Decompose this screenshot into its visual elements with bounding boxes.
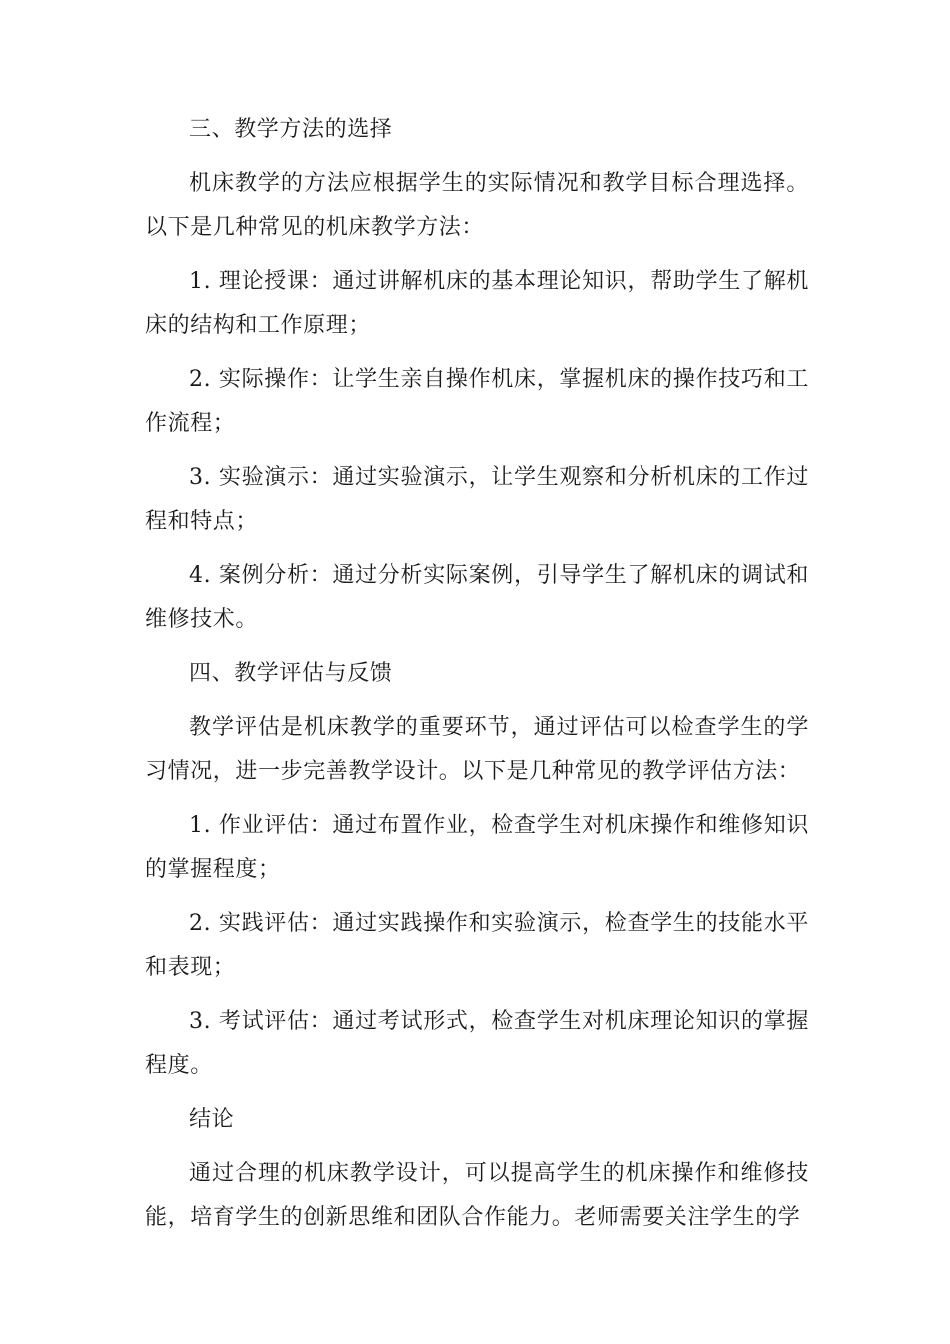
paragraph-methods-intro: 机床教学的方法应根据学生的实际情况和教学目标合理选择。以下是几种常见的机床教学方法： <box>145 171 809 240</box>
list-item-method-1: 1. 理论授课：通过讲解机床的基本理论知识，帮助学生了解机床的结构和工作原理； <box>145 269 809 338</box>
paragraph-conclusion: 通过合理的机床教学设计，可以提高学生的机床操作和维修技能，培育学生的创新思维和团队合作能力。老师需要关注学生的学 <box>145 1161 809 1230</box>
conclusion-heading: 结论 <box>189 1107 235 1132</box>
section-heading-4: 四、教学评估与反馈 <box>189 661 393 686</box>
document-body <box>145 108 809 1250</box>
list-item-method-3: 3. 实验演示：通过实验演示，让学生观察和分析机床的工作过程和特点； <box>145 465 809 534</box>
list-item-evaluation-1: 1. 作业评估：通过布置作业，检查学生对机床操作和维修知识的掌握程度； <box>145 813 809 882</box>
paragraph-evaluation-intro: 教学评估是机床教学的重要环节，通过评估可以检查学生的学习情况，进一步完善教学设计。以下是几种常见的教学评估方法： <box>145 715 809 784</box>
list-item-method-4: 4. 案例分析：通过分析实际案例，引导学生了解机床的调试和维修技术。 <box>145 563 809 632</box>
section-heading-3: 三、教学方法的选择 <box>189 117 393 142</box>
list-item-method-2: 2. 实际操作：让学生亲自操作机床，掌握机床的操作技巧和工作流程； <box>145 367 809 436</box>
list-item-evaluation-3: 3. 考试评估：通过考试形式，检查学生对机床理论知识的掌握程度。 <box>145 1009 809 1078</box>
list-item-evaluation-2: 2. 实践评估：通过实践操作和实验演示，检查学生的技能水平和表现； <box>145 911 809 980</box>
